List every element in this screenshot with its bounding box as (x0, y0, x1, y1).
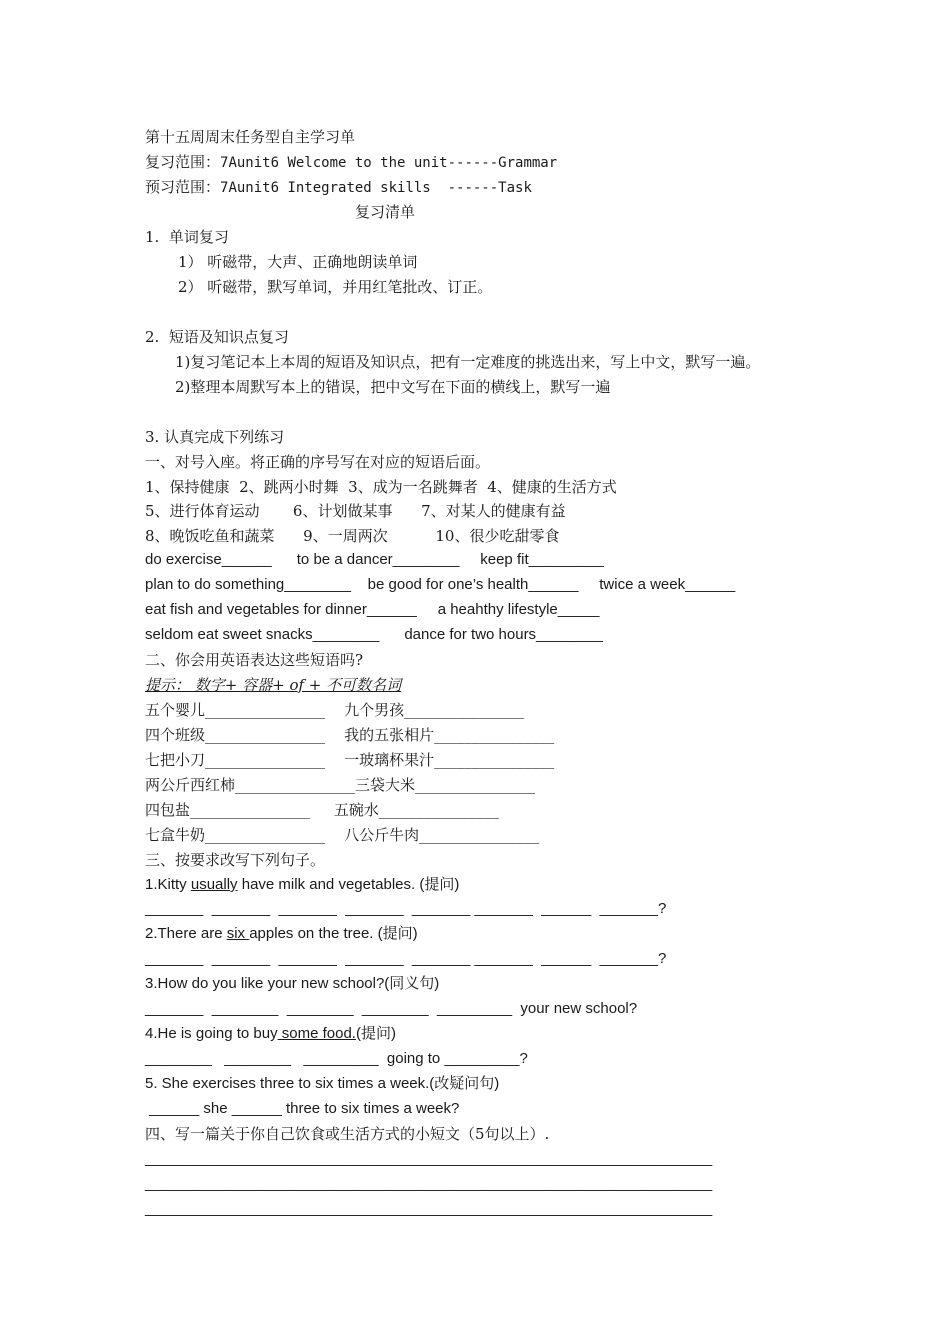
preview-range (145, 177, 532, 198)
q2-text-pre: 2.There are (145, 925, 227, 942)
part3-q3: 3.How do you like your new school?(同义句) (145, 975, 440, 992)
doc-title: 第十五周周末任务型自主学习单 (145, 128, 356, 146)
part1-match-2: plan to do something________ be good for one’s health______ twice a week______ (145, 576, 736, 593)
part3-title: 三、按要求改写下列句子。 (145, 851, 326, 869)
review-range (145, 152, 557, 173)
q2-underlined-word: six (226, 925, 250, 942)
section2-title: 2. 短语及知识点复习 (145, 328, 289, 346)
section1-title: 1. 单词复习 (145, 228, 229, 246)
section1-item1: 1） 听磁带，大声、正确地朗读单词 (178, 253, 418, 271)
part3-q4 (145, 1024, 396, 1044)
part1-options-2: 5、进行体育运动 6、计划做某事 7、对某人的健康有益 (145, 502, 566, 520)
part1-title: 一、对号入座。将正确的序号写在对应的短语后面。 (145, 453, 491, 471)
part3-q1 (145, 875, 459, 895)
part3-q1-blanks: _______ _______ _______ _______ _______ _______ ______ _______? (145, 900, 667, 917)
part1-match-1: do exercise______ to be a dancer________ keep fit_________ (145, 551, 604, 568)
writing-line-1: ____________________________________________________________________ (145, 1150, 713, 1167)
writing-line-3: ____________________________________________________________________ (145, 1200, 713, 1217)
q4-text-post: (提问) (355, 1025, 396, 1042)
part1-match-3: eat fish and vegetables for dinner______ a heahthy lifestyle_____ (145, 601, 600, 618)
part3-q3-blanks: _______ ________ ________ ________ _________ your new school? (145, 1000, 638, 1017)
part2-row-5: 四包盐________________ 五碗水________________ (145, 801, 499, 819)
part3-q5-blanks: ______ she ______ three to six times a week? (145, 1100, 460, 1117)
checklist-title: 复习清单 (355, 203, 416, 221)
part3-q5: 5. She exercises three to six times a week.(改疑问句) (145, 1075, 500, 1092)
section1-item2: 2） 听磁带，默写单词，并用红笔批改、订正。 (178, 278, 493, 296)
part4-title: 四、写一篇关于你自己饮食或生活方式的小短文（5句以上）. (145, 1125, 550, 1143)
review-range-value: 7Aunit6 Welcome to the unit------Grammar (220, 155, 558, 171)
part2-row-6: 七盒牛奶________________ 八公斤牛肉________________ (145, 826, 540, 844)
part2-row-2: 四个班级________________ 我的五张相片________________ (145, 726, 555, 744)
preview-range-value: 7Aunit6 Integrated skills ------Task (220, 180, 532, 196)
q1-text-pre: 1.Kitty (145, 876, 191, 893)
review-label: 复习范围： (145, 153, 221, 171)
part2-row-4: 两公斤西红柿________________三袋大米________________ (145, 776, 536, 794)
part1-options-3: 8、晚饭吃鱼和蔬菜 9、一周两次 10、很少吃甜零食 (145, 527, 560, 545)
q1-underlined-word: usually (190, 876, 238, 893)
section3-title: 3. 认真完成下列练习 (145, 428, 285, 446)
section2-item2: 2)整理本周默写本上的错误，把中文写在下面的横线上，默写一遍 (175, 378, 611, 396)
part3-q4-blanks: ________ ________ _________ going to _________? (145, 1050, 528, 1067)
part2-hint: 提示： 数字+ 容器+ of + 不可数名词 (145, 676, 402, 694)
preview-label: 预习范围： (145, 178, 221, 196)
part2-title: 二、你会用英语表达这些短语吗? (145, 651, 364, 669)
part1-options-1: 1、保持健康 2、跳两小时舞 3、成为一名跳舞者 4、健康的生活方式 (145, 478, 617, 496)
part3-q2-blanks: _______ _______ _______ _______ _______ _______ ______ _______? (145, 950, 667, 967)
part2-row-3: 七把小刀________________ 一玻璃杯果汁________________ (145, 751, 555, 769)
q1-text-post: have milk and vegetables. (提问) (237, 876, 460, 893)
part2-row-1: 五个婴儿________________ 九个男孩________________ (145, 701, 525, 719)
part3-q2 (145, 924, 418, 944)
section2-item1: 1)复习笔记本上本周的短语及知识点，把有一定难度的挑选出来，写上中文，默写一遍。 (175, 353, 761, 371)
part1-match-4: seldom eat sweet snacks________ dance for two hours________ (145, 626, 603, 643)
q4-text-pre: 4.He is going to buy (145, 1025, 278, 1042)
writing-line-2: ____________________________________________________________________ (145, 1175, 713, 1192)
q2-text-post: apples on the tree. (提问) (249, 925, 418, 942)
q4-underlined-words: some food. (277, 1025, 356, 1042)
